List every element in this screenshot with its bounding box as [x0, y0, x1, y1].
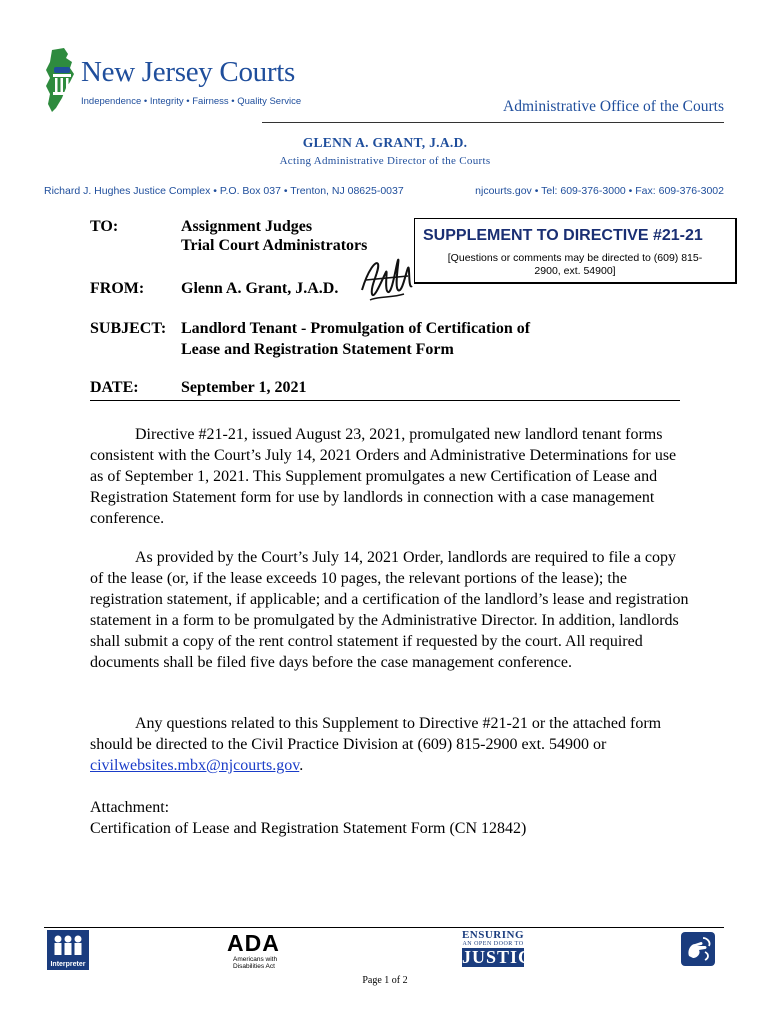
- ada-subtitle-line-1: Americans with: [233, 956, 278, 963]
- to-line-2: Trial Court Administrators: [181, 237, 368, 254]
- director-name: GLENN A. GRANT, J.A.D.: [302, 135, 468, 150]
- to-label: TO:: [90, 218, 119, 235]
- attachment-item: Certification of Lease and Registration Statement Form (CN 12842): [90, 820, 527, 837]
- to-line-1: Assignment Judges: [181, 218, 313, 235]
- date-value: September 1, 2021: [181, 379, 307, 396]
- memo-divider: [90, 400, 680, 401]
- interpreter-label: Interpreter: [50, 961, 86, 968]
- justice-line-1: ENSURING: [461, 929, 525, 941]
- body-paragraph-3-text: Any questions related to this Supplement to Directive #21-21 or the attached form should be directed to the Civil Practice Division at (609) 815-2900 ext. 54900 or: [90, 715, 662, 753]
- hands-icon: [681, 932, 715, 966]
- body-paragraph-3: [90, 713, 690, 776]
- subject-label: SUBJECT:: [90, 320, 167, 337]
- interpreter-badge: [47, 930, 89, 970]
- supplement-note: [415, 252, 735, 278]
- ensuring-justice-logo: [456, 929, 546, 973]
- ada-subtitle: [233, 956, 277, 970]
- justice-line-2: AN OPEN DOOR TO: [462, 941, 524, 947]
- ada-wordmark: ADA: [227, 930, 280, 956]
- signature-image: [358, 250, 416, 306]
- body-paragraph-2: As provided by the Court’s July 14, 2021 Order, landlords are required to file a copy of the lease (or, if the lease exceeds 10 pages, the relevant portions of the lease); the registration statement, if applicable; and a certification of the landlord’s lease and registration statement in a form to be promulgated by the Administrative Director. In addition, landlords shall submit a copy of the rent control statement if requested by the court. All required documents shall be filed five days before the case management conference.: [90, 549, 689, 671]
- office-name: Administrative Office of the Courts: [503, 98, 724, 115]
- sign-language-icon: [681, 932, 715, 966]
- from-value: Glenn A. Grant, J.A.D.: [181, 280, 339, 297]
- supplement-title: SUPPLEMENT TO DIRECTIVE #21-21: [423, 227, 703, 244]
- body-paragraph-3-end: .: [299, 757, 304, 774]
- address-line: Richard J. Hughes Justice Complex • P.O. Box 037 • Trenton, NJ 08625-0037: [44, 185, 404, 197]
- logo-wordmark: New Jersey Courts: [81, 56, 295, 88]
- people-icon: [47, 932, 89, 960]
- nj-courts-logo: [44, 48, 314, 114]
- supplement-note-line-2: 2900, ext. 54900]: [534, 265, 616, 277]
- page-number: Page 1 of 2: [362, 975, 408, 986]
- supplement-note-line-1: [Questions or comments may be directed to (609) 815-: [447, 252, 703, 264]
- body-paragraph-1: Directive #21-21, issued August 23, 2021, promulgated new landlord tenant forms consistent with the Court’s July 14, 2021 Orders and Administrative Determinations for use as of September 1, 2021. This Supplement promulgates a new Certification of Lease and Registration Statement form for use by landlords in connection with a case management conference.: [90, 426, 677, 527]
- footer-divider: [44, 927, 724, 928]
- subject-line-2: Lease and Registration Statement Form: [181, 341, 454, 358]
- subject-line-1: Landlord Tenant - Promulgation of Certification of: [181, 320, 531, 337]
- ada-logo: [227, 930, 297, 975]
- contact-line: njcourts.gov • Tel: 609-376-3000 • Fax: 609-376-3002: [475, 185, 724, 197]
- justice-line-3: JUSTICE: [462, 947, 546, 967]
- email-link[interactable]: civilwebsites.mbx@njcourts.gov: [90, 757, 300, 774]
- attachment-label: Attachment:: [90, 799, 170, 816]
- director-title: Acting Administrative Director of the Courts: [279, 155, 491, 167]
- ada-subtitle-line-2: Disabilities Act: [233, 963, 275, 970]
- supplement-box: [414, 218, 737, 284]
- new-jersey-state-icon: [44, 48, 80, 114]
- logo-tagline: Independence • Integrity • Fairness • Quality Service: [81, 96, 302, 107]
- date-label: DATE:: [90, 379, 139, 396]
- from-label: FROM:: [90, 280, 145, 297]
- header-divider: [262, 122, 724, 123]
